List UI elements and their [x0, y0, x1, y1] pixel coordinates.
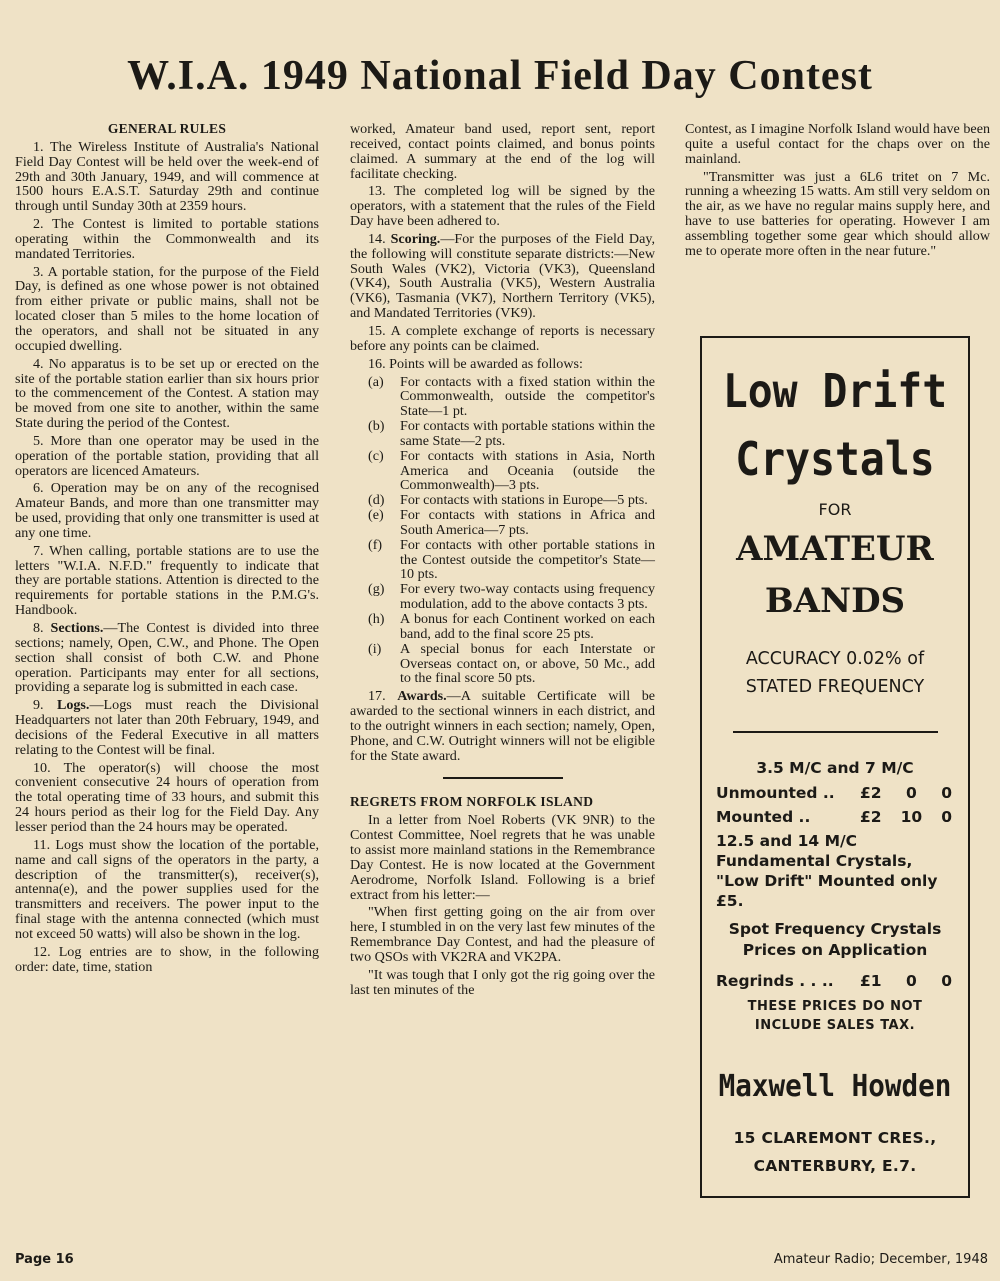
ad-headline-crystals: Crystals: [735, 432, 935, 486]
ad-address-1: 15 CLAREMONT CRES.,: [733, 1129, 937, 1147]
points-item-text: For contacts with other portable stations in the Contest outside the competitor's State—10 pts.: [400, 536, 655, 583]
column-3: [685, 122, 990, 262]
page-number: Page 16: [15, 1252, 74, 1267]
ad-address-2: CANTERBURY, E.7.: [753, 1157, 917, 1175]
rule-8-number: 8.: [33, 620, 44, 636]
norfolk-para-1: In a letter from Noel Roberts (VK 9NR) to the Contest Committee, Noel regrets that he was unable to assist more mainland stations in the Remembrance Day Contest. He is now located at the Government Aerodrome, Norfolk Island. Following is a brief extract from his letter:—: [350, 812, 655, 903]
rule-16: 16. Points will be awarded as follows:: [368, 355, 583, 372]
section-heading-general-rules: GENERAL RULES: [107, 121, 227, 136]
norfolk-para-3: "It was tough that I only got the rig going over the last ten minutes of the: [350, 966, 655, 998]
ad-headline-low-drift: Low Drift: [722, 364, 948, 418]
rule-13: 13. The completed log will be signed by the operators, with a statement that the rules of the Field Day have been adhered to.: [350, 183, 655, 230]
rule-14-title: Scoring.: [390, 230, 441, 247]
norfolk-para-4: "Transmitter was just a 6L6 tritet on 7 Mc. running a wheezing 15 watts. Am still very seldom on the air, as we have no regular mains supply here, and have to use batteries for operating. However I am assembling together some gear which should allow me to operate more often in the near future.": [685, 168, 990, 259]
rule-17: [350, 689, 655, 763]
points-item-text: A bonus for each Continent worked on each band, add to the final score 25 pts.: [400, 611, 655, 642]
ad-fundamental-crystals: 12.5 and 14 M/C Fundamental Crystals, "Low Drift" Mounted only £5.: [716, 832, 938, 910]
rule-9: [15, 698, 319, 757]
points-item-label: (c): [368, 447, 384, 464]
price-pence: 0: [941, 972, 952, 990]
price-pence: 0: [941, 808, 952, 826]
points-item-label: (b): [368, 418, 385, 435]
publication-line: Amateur Radio; December, 1948: [773, 1252, 988, 1267]
rule-9-title: Logs.: [56, 697, 90, 714]
crystals-advertisement: [700, 336, 970, 1198]
rule-9-text: —Logs must reach the Divisional Headquarters not later than 20th February, 1949, and decisions of the Federal Executive in all matters relating to the Contest will be final.: [15, 697, 319, 758]
price-shillings: 0: [905, 784, 917, 802]
rule-4: 4. No apparatus is to be set up or erected on the site of the portable station earlier than six hours prior to the commencement of the Contest. A station may be moved from one site to another, within the same State during the period of the Contest.: [15, 355, 319, 432]
ad-price-regrinds: [702, 969, 968, 993]
rule-8-title: Sections.: [50, 620, 104, 636]
points-item-text: For contacts with stations in Asia, North America and Oceania (outside the Commonwealth)—3 pts.: [400, 447, 655, 494]
rule-12-continued: worked, Amateur band used, report sent, report received, contact points claimed, and bonus points claimed. A summary at the end of the log will facilitate checking.: [350, 121, 655, 182]
points-item-text: For every two-way contacts using frequency modulation, add to the above contacts 3 pts.: [400, 581, 655, 613]
section-heading-norfolk: REGRETS FROM NORFOLK ISLAND: [350, 794, 594, 810]
points-item-label: (i): [368, 640, 382, 657]
rule-14-number: 14.: [368, 230, 386, 247]
ad-frequency-bands: 3.5 M/C and 7 M/C: [756, 759, 914, 777]
rule-7: 7. When calling, portable stations are to use the letters "W.I.A. N.F.D." frequently to indicate that they are portable stations. Attention is directed to the requirements for portable stations in the P.M.G's. Handbook.: [15, 542, 319, 619]
ad-for: FOR: [818, 500, 852, 519]
rule-8-text: —The Contest is divided into three sections; namely, Open, C.W., and Phone. The Open section shall consist of both C.W. and Phone operation. Participants may enter for all sections, providing a separate log is submitted in each case.: [15, 620, 319, 696]
rule-10: 10. The operator(s) will choose the most convenient consecutive 24 hours of operation from the total operating time of 33 hours, and submit this 24 hours period as their log for the Field Day. Any lesser period than the 24 hours may be operated.: [15, 759, 319, 835]
ad-divider: [733, 731, 938, 733]
points-item-text: For contacts with stations in Africa and South America—7 pts.: [400, 507, 655, 538]
rule-9-number: 9.: [33, 697, 44, 714]
norfolk-para-3-continued: Contest, as I imagine Norfolk Island would have been quite a useful contact for the chaps over on the mainland.: [685, 121, 990, 167]
price-label: Mounted ..: [716, 808, 811, 826]
points-item: [368, 538, 655, 583]
rule-1: 1. The Wireless Institute of Australia's National Field Day Contest will be held over the week-end of 29th and 30th January, 1949, and will commence at 1500 hours E.A.S.T. Saturday 29th and continue through until Sunday 30th at 2359 hours.: [15, 138, 319, 215]
rule-3: 3. A portable station, for the purpose of the Field Day, is defined as one whose power is not obtained from either private or public mains, shall not be located closer than 5 miles to the home location of the operators, and shall not be situated in any occupied dwelling.: [15, 263, 319, 354]
price-shillings: 10: [900, 808, 923, 826]
points-list: [368, 375, 655, 687]
rule-11: 11. Logs must show the location of the portable, name and call signs of the operators in the party, a description of the transmitter(s), receiver(s), antenna(e), and the power supplies used for the transmitters and receivers. The power input to the final stage with the antenna connected (which must not exceed 50 watts) will also be shown in the log.: [15, 836, 319, 942]
points-item-text: For contacts with portable stations within the same State—2 pts.: [400, 418, 655, 449]
ad-prices-on-application: Prices on Application: [742, 941, 928, 959]
price-pounds: £2: [860, 808, 882, 826]
rule-17-text: —A suitable Certificate will be awarded to the sectional winners in each district, and to the outright winners in each section; namely, Open, Phone, and C.W. Outright winners will not be eligible for the State award.: [350, 688, 655, 764]
points-item: [368, 612, 655, 642]
norfolk-para-2: "When first getting going on the air from over here, I stumbled in on the very last few minutes of the Remembrance Day Contest, and had the pleasure of two QSOs with VK2RA and VK2PA.: [350, 904, 655, 965]
ad-stated-frequency: STATED FREQUENCY: [745, 677, 925, 697]
rule-5: 5. More than one operator may be used in the operation of the portable station, providing that all operators are licenced Amateurs.: [15, 432, 319, 479]
points-item: [368, 419, 655, 449]
column-1: [15, 122, 319, 977]
rule-17-number: 17.: [368, 688, 386, 705]
points-item-text: For contacts with a fixed station within the Commonwealth, outside the competitor's State—1 pt.: [400, 373, 655, 420]
ad-accuracy: ACCURACY 0.02% of: [745, 649, 925, 669]
ad-tax-note-1: THESE PRICES DO NOT: [747, 999, 923, 1014]
points-item: [368, 375, 655, 420]
price-pounds: £2: [860, 784, 882, 802]
points-item: [368, 493, 655, 508]
rule-14-text: —For the purposes of the Field Day, the following will constitute separate districts:—New South Wales (VK2), Victoria (VK3), Queensland (VK4), South Australia (VK5), Western Australia (VK6), Tasmania (VK7), Northern Territory (VK5), and Mandated Territories (VK9).: [350, 230, 655, 322]
ad-maker-name: Maxwell Howden: [718, 1069, 952, 1104]
ad-tax-note-2: INCLUDE SALES TAX.: [754, 1018, 916, 1033]
points-item: [368, 642, 655, 687]
ad-amateur: AMATEUR: [736, 529, 934, 569]
price-label: Unmounted ..: [716, 784, 835, 802]
page-title: W.I.A. 1949 National Field Day Contest: [127, 53, 873, 99]
rule-14: [350, 232, 655, 321]
price-label: Regrinds . . ..: [716, 972, 834, 990]
points-item-text: A special bonus for each Interstate or Overseas contact on, or above, 50 Mc., add to the final score 50 pts.: [400, 640, 655, 687]
ad-bands: BANDS: [764, 581, 906, 621]
points-item-label: (e): [368, 507, 384, 524]
ad-price-mounted: [702, 805, 968, 829]
column-2: [350, 122, 655, 1000]
rule-8: [15, 621, 319, 695]
points-item-label: (g): [368, 581, 385, 598]
ad-price-unmounted: [702, 781, 968, 805]
price-pounds: £1: [860, 972, 882, 990]
points-item-text: For contacts with stations in Europe—5 pts.: [400, 492, 648, 509]
ad-spot-frequency: Spot Frequency Crystals: [728, 920, 942, 938]
rule-6: 6. Operation may be on any of the recognised Amateur Bands, and more than one transmitter may be used, providing that only one transmitter is used at any one time.: [15, 480, 319, 541]
points-item-label: (f): [368, 536, 383, 553]
section-divider: [443, 777, 563, 779]
points-item-label: (a): [368, 373, 384, 390]
rule-15: 15. A complete exchange of reports is necessary before any points can be claimed.: [350, 322, 655, 354]
points-item-label: (d): [368, 492, 385, 509]
rule-17-title: Awards.: [397, 688, 447, 705]
price-pence: 0: [941, 784, 952, 802]
points-item: [368, 582, 655, 612]
points-item-label: (h): [368, 611, 385, 627]
points-item: [368, 508, 655, 538]
price-shillings: 0: [905, 972, 917, 990]
rule-12: 12. Log entries are to show, in the following order: date, time, station: [15, 943, 319, 975]
rule-2: 2. The Contest is limited to portable stations operating within the Commonwealth and its mandated Territories.: [15, 216, 319, 262]
points-item: [368, 449, 655, 494]
